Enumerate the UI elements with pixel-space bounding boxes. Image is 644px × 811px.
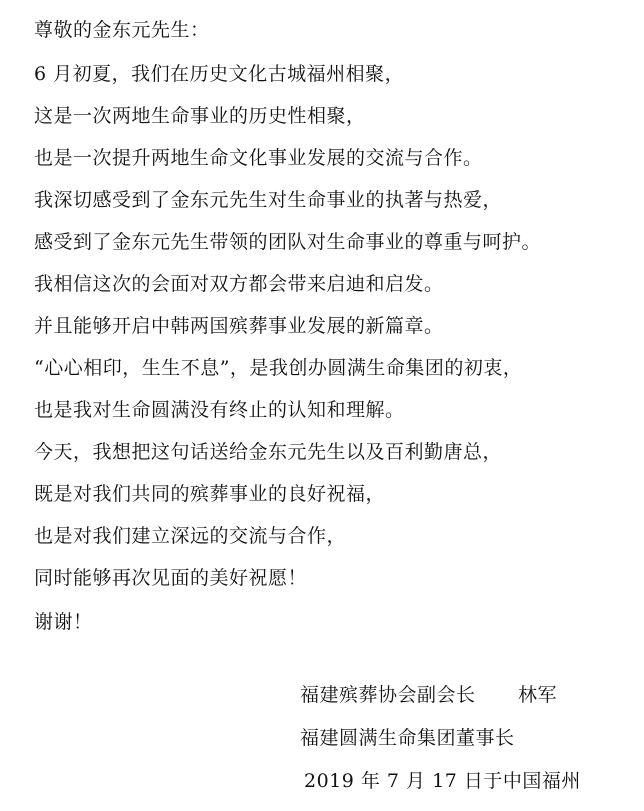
letter-line: 我相信这次的会面对双方都会带来启迪和启发。 <box>34 273 444 295</box>
signature-title-association: 福建殡葬协会副会长 <box>300 684 476 706</box>
letter-line: 我深切感受到了金东元先生对生命事业的执著与热爱， <box>34 189 503 211</box>
letter-line: 同时能够再次见面的美好祝愿！ <box>34 567 308 589</box>
signature-title-group: 福建圆满生命集团董事长 <box>300 727 515 749</box>
letter-line: 并且能够开启中韩两国殡葬事业发展的新篇章。 <box>34 315 444 337</box>
letter-line: 感受到了金东元先生带领的团队对生命事业的尊重与呵护。 <box>34 231 542 253</box>
letter-line: 既是对我们共同的殡葬事业的良好祝福， <box>34 483 386 505</box>
signature-date-place: 2019 年 7 月 17 日于中国福州 <box>304 770 581 792</box>
letter-line: 也是我对生命圆满没有终止的认知和理解。 <box>34 399 405 421</box>
letter-line: “心心相印，生生不息”，是我创办圆满生命集团的初衷， <box>34 357 523 379</box>
letter-line: 也是对我们建立深远的交流与合作， <box>34 525 347 547</box>
letter-line: 今天，我想把这句话送给金东元先生以及百利勤唐总， <box>34 441 503 463</box>
letter-salutation: 尊敬的金东元先生： <box>34 19 210 41</box>
letter-line: 6 月初夏，我们在历史文化古城福州相聚， <box>34 63 405 85</box>
letter-line: 这是一次两地生命事业的历史性相聚， <box>34 105 366 127</box>
letter-closing: 谢谢！ <box>34 611 93 633</box>
signature-name: 林军 <box>518 684 558 706</box>
letter-line: 也是一次提升两地生命文化事业发展的交流与合作。 <box>34 147 483 169</box>
